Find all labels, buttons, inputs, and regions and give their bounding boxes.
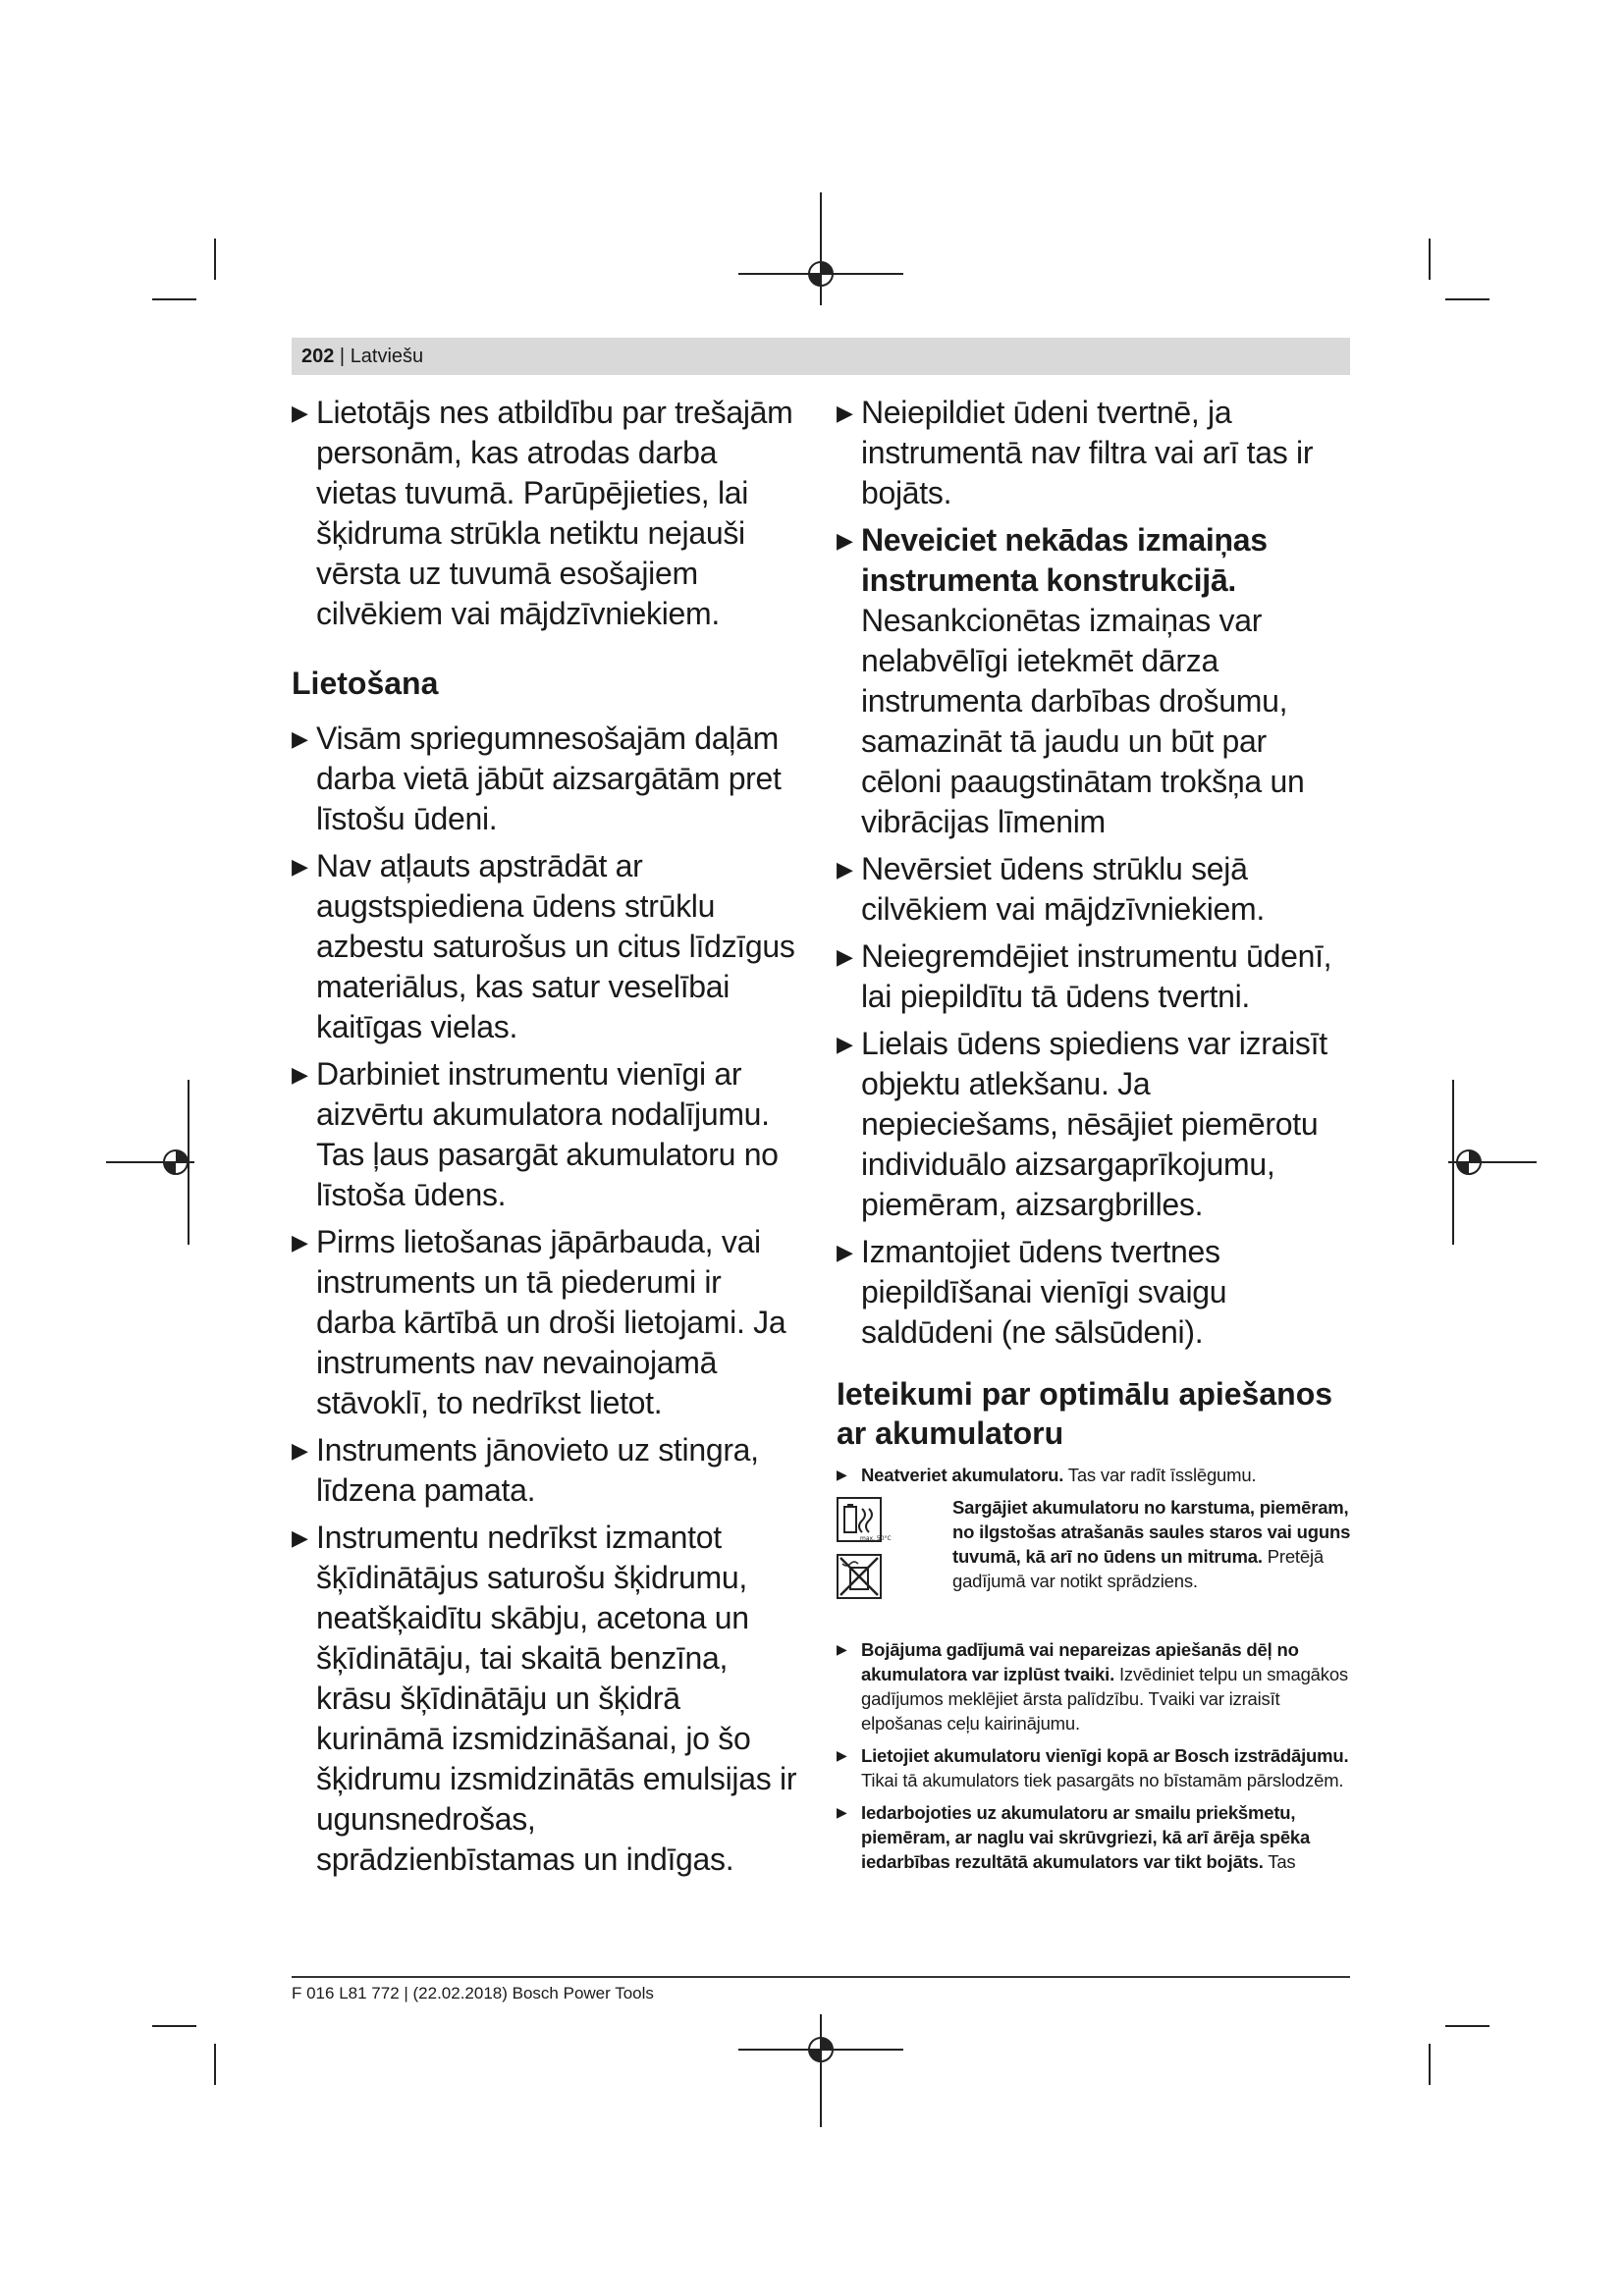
header-separator: | [334, 346, 351, 367]
list-item: ▶ Visām spriegumnesošajām daļām darba vietā jābūt aizsargātām pret līstošu ūdeni. [292, 721, 782, 836]
bullet-icon: ▶ [837, 1240, 853, 1264]
left-column [292, 393, 802, 1887]
section-heading: Ieteikumi par optimālu apiešanos ar akumulatoru [837, 1376, 1333, 1451]
page-header [292, 338, 1350, 375]
bullet-icon: ▶ [292, 726, 308, 751]
crop-mark [1429, 2044, 1431, 2085]
page-number: 202 [301, 346, 335, 367]
bullet-icon: ▶ [837, 1641, 847, 1657]
list-item: ▶ Lielais ūdens spiediens var izraisīt objektu atlekšanu. Ja nepieciešams, nēsājiet piemērotu individuālo aizsargaprīkojumu, piemēram, aizsargbrilles. [837, 1026, 1327, 1222]
section-heading: Lietošana [292, 666, 439, 701]
list-item: ▶ Darbiniet instrumentu vienīgi ar aizvērtu akumulatora nodalījumu. Tas ļaus pasargāt akumulatoru no līstoša ūdens. [292, 1056, 779, 1212]
battery-warning-block [837, 1495, 1352, 1628]
bullet-icon: ▶ [837, 528, 853, 553]
list-item: ▶ Neiepildiet ūdeni tvertnē, ja instrumentā nav filtra vai arī tas ir bojāts. [837, 395, 1314, 510]
bullet-icon: ▶ [837, 1467, 847, 1482]
footer-text: F 016 L81 772 | (22.02.2018) Bosch Power Tools [292, 1984, 654, 2002]
list-item: ▶ Nav atļauts apstrādāt ar augstspiediena ūdens strūklu azbestu saturošus un citus līdzīgus materiālus, kas satur veselībai kaitīgas vielas. [292, 848, 795, 1044]
list-item: ▶ Lietotājs nes atbildību par trešajām personām, kas atrodas darba vietas tuvumā. Parūpējieties, lai šķidruma strūkla netiktu nejauši vērsta uz tuvumā esošajiem cilvēkiem vai mājdzīvniekiem. [292, 395, 793, 631]
bullet-icon: ▶ [837, 1804, 847, 1820]
crop-mark [1429, 239, 1431, 280]
list-item: ▶ Pirms lietošanas jāpārbauda, vai instruments un tā piederumi ir darba kārtībā un droši lietojami. Ja instruments nav nevainojamā stāvoklī, to nedrīkst lietot. [292, 1224, 786, 1420]
crop-mark [214, 239, 216, 280]
bullet-icon: ▶ [292, 854, 308, 879]
bullet-icon: ▶ [292, 1062, 308, 1087]
crop-mark [1445, 298, 1489, 300]
bullet-icon: ▶ [837, 400, 853, 425]
list-item: ▶ Neatveriet akumulatoru. Tas var radīt īsslēgumu. [837, 1465, 1257, 1485]
list-item: ▶ Nevērsiet ūdens strūklu sejā cilvēkiem vai mājdzīvniekiem. [837, 851, 1265, 927]
list-item: ▶ Neiegremdējiet instrumentu ūdenī, lai piepildītu tā ūdens tvertni. [837, 938, 1332, 1014]
crop-mark [152, 2025, 196, 2027]
crop-mark [1445, 2025, 1489, 2027]
list-item: ▶ Iedarbojoties uz akumulatoru ar smailu priekšmetu, piemēram, ar naglu vai skrūvgriezi, kā arī ārēja spēka iedarbības rezultātā akumulators var tikt bojāts. Tas [837, 1802, 1311, 1872]
registration-line [820, 192, 822, 305]
list-item: ▶ Izmantojiet ūdens tvertnes piepildīšanai vienīgi svaigu saldūdeni (ne sālsūdeni). [837, 1234, 1227, 1350]
list-item: ▶ Instruments jānovieto uz stingra, līdzena pamata. [292, 1432, 759, 1508]
list-item: ▶ Lietojiet akumulatoru vienīgi kopā ar Bosch izstrādājumu. Tikai tā akumulators tiek pasargāts no bīstamām pārslodzēm. [837, 1745, 1349, 1790]
list-item: ▶ Instrumentu nedrīkst izmantot šķīdinātājus saturošu šķidrumu, neatšķaidītu skābju, acetona un šķīdinātāju, tai skaitā benzīna, krāsu šķīdinātāju un šķidrā kurināmā izsmidzināšanai, jo šo šķidrumu izsmidzinātās emulsijas ir ugunsnedrošas, sprādzienbīstamas un indīgas. [292, 1520, 797, 1877]
registration-mark-icon [807, 260, 835, 288]
battery-heat-icon [837, 1497, 892, 1542]
registration-line [820, 2014, 822, 2127]
registration-mark-icon [162, 1148, 189, 1176]
bullet-icon: ▶ [837, 944, 853, 969]
bullet-icon: ▶ [292, 400, 308, 425]
bullet-icon: ▶ [837, 1747, 847, 1763]
bullet-icon: ▶ [292, 1438, 308, 1463]
bullet-icon: ▶ [837, 857, 853, 881]
list-item: ▶ Neveiciet nekādas izmaiņas instrumenta konstrukcijā. Nesankcionētas izmaiņas var nelabvēlīgi ietekmēt dārza instrumenta darbības drošumu, samazināt tā jaudu un būt par cēloni paaugstinātam trokšņa un vibrācijas līmenim [837, 522, 1305, 839]
registration-mark-icon [1455, 1148, 1483, 1176]
bullet-icon: ▶ [292, 1230, 308, 1255]
bullet-icon: ▶ [292, 1525, 308, 1550]
svg-text:max. 50°C: max. 50°C [860, 1535, 892, 1542]
crop-mark [214, 2044, 216, 2085]
header-language: Latviešu [350, 346, 424, 367]
crop-mark [152, 298, 196, 300]
battery-water-icon [837, 1554, 882, 1599]
registration-line [1452, 1080, 1454, 1245]
list-item: ▶ Bojājuma gadījumā vai nepareizas apiešanās dēļ no akumulatora var izplūst tvaiki. Izvēdiniet telpu un smagākos gadījumos meklējiet ārsta palīdzību. Tvaiki var izraisīt elpošanas ceļu kairinājumu. [837, 1639, 1348, 1734]
footer-rule [292, 1976, 1350, 1978]
registration-mark-icon [807, 2036, 835, 2063]
battery-warning-text: Sargājiet akumulatoru no karstuma, piemēram, no ilgstošas atrašanās saules staros vai uguns tuvumā, kā arī no ūdens un mitruma. Pretējā gadījumā var notikt sprādziens. [952, 1497, 1351, 1591]
header-text [301, 346, 423, 367]
bullet-icon: ▶ [837, 1032, 853, 1056]
right-column [837, 393, 1352, 1882]
